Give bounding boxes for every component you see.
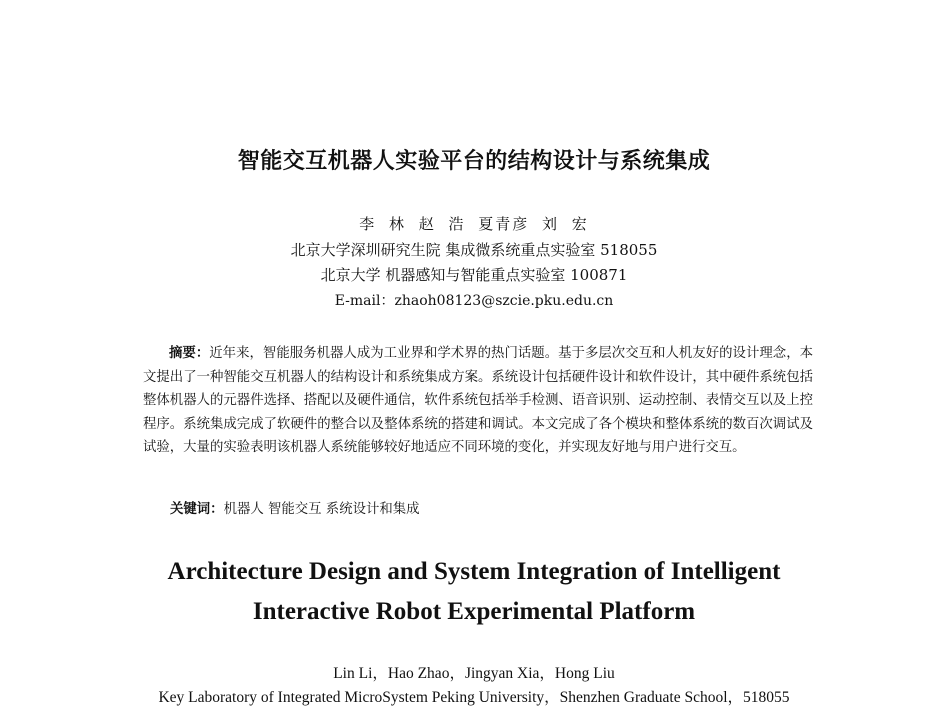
abstract-label: 摘要： <box>169 345 210 361</box>
keywords-text: 机器人 智能交互 系统设计和集成 <box>223 502 420 517</box>
abstract-text: 近年来，智能服务机器人成为工业界和学术界的热门话题。基于多层次交互和人机友好的设计理念，本文提出了一种智能交互机器人的结构设计和系统集成方案。系统设计包括硬件设计和软件设计，其中硬件系统包括整体机器人的元器件选择、搭配以及硬件通信，软件系统包括举手检测、语音识别、运动控制、表情交互以及上控程序。系统集成完成了软硬件的整合以及整体系统的搭建和调试。本文完成了各个模块和整体系统的数百次调试及试验，大量的实验表明该机器人系统能够较好地适应不同环境的变化，并实现友好地与用户进行交互。 <box>143 346 814 456</box>
english-title-line-1: Architecture Design and System Integration of Intelligent <box>167 558 781 585</box>
chinese-abstract <box>143 342 813 460</box>
english-affiliation: Key Laboratory of Integrated MicroSystem Peking University，Shenzhen Graduate School，518055 <box>158 689 790 706</box>
email-line: E-mail：zhaoh08123@szcie.pku.edu.cn <box>334 293 614 309</box>
chinese-authors: 李 林 赵 浩 夏青彦 刘 宏 <box>359 215 589 233</box>
chinese-keywords <box>170 498 420 517</box>
english-title-line-2: Interactive Robot Experimental Platform <box>252 598 696 625</box>
english-authors: Lin Li，Hao Zhao，Jingyan Xia，Hong Liu <box>333 665 615 682</box>
keywords-label: 关键词： <box>170 501 224 517</box>
chinese-affiliation-1: 北京大学深圳研究生院 集成微系统重点实验室 518055 <box>290 241 658 259</box>
chinese-affiliation-2: 北京大学 机器感知与智能重点实验室 100871 <box>320 266 628 284</box>
chinese-title: 智能交互机器人实验平台的结构设计与系统集成 <box>237 148 711 174</box>
